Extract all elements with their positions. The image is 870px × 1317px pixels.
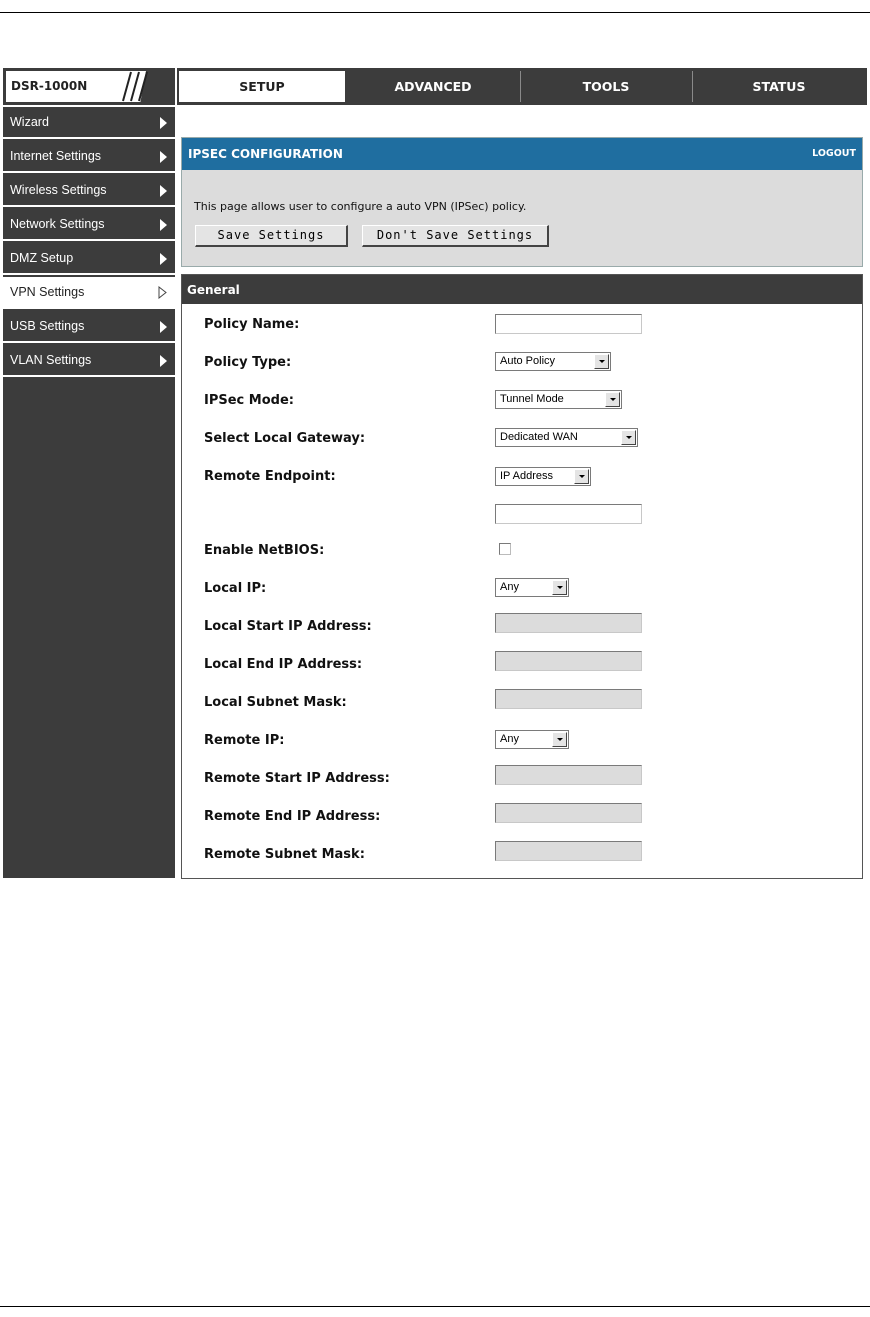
sidebar-item-label: Network Settings	[10, 217, 105, 231]
general-panel	[181, 274, 863, 879]
local-subnet-input[interactable]	[495, 689, 642, 709]
brand-box	[3, 68, 175, 105]
selected-value: Auto Policy	[500, 355, 556, 367]
remote-end-ip-label: Remote End IP Address:	[204, 809, 381, 824]
dont-save-settings-button[interactable]: Don't Save Settings	[362, 225, 549, 247]
sidebar-item-vpn-settings[interactable]	[3, 277, 175, 309]
save-settings-button[interactable]: Save Settings	[195, 225, 348, 247]
sidebar-item-label: VLAN Settings	[10, 353, 92, 367]
arrow-right-icon	[160, 185, 167, 197]
chevron-down-icon[interactable]	[552, 580, 567, 595]
selected-value: Tunnel Mode	[500, 393, 564, 405]
top-nav	[177, 68, 867, 105]
panel-title-bar	[182, 138, 862, 170]
sidebar-item-label: Wizard	[10, 115, 49, 129]
sidebar-item-wireless-settings[interactable]	[3, 175, 175, 207]
chevron-down-icon[interactable]	[594, 354, 609, 369]
local-start-ip-input[interactable]	[495, 613, 642, 633]
local-end-ip-input[interactable]	[495, 651, 642, 671]
remote-endpoint-type-select[interactable]	[495, 467, 591, 486]
local-end-ip-label: Local End IP Address:	[204, 657, 363, 672]
sidebar-item-label: Wireless Settings	[10, 183, 107, 197]
policy-type-label: Policy Type:	[204, 355, 292, 370]
local-gateway-select[interactable]	[495, 428, 638, 447]
sidebar-item-label: USB Settings	[10, 319, 85, 333]
enable-netbios-checkbox[interactable]	[499, 543, 511, 555]
tab-advanced[interactable]: ADVANCED	[348, 71, 518, 102]
local-ip-select[interactable]	[495, 578, 569, 597]
tab-status[interactable]: STATUS	[693, 71, 865, 102]
remote-endpoint-label: Remote Endpoint:	[204, 469, 336, 484]
sidebar-item-vlan-settings[interactable]	[3, 345, 175, 377]
arrow-right-icon	[160, 321, 167, 333]
arrow-right-icon	[160, 219, 167, 231]
sidebar-item-internet-settings[interactable]	[3, 141, 175, 173]
remote-subnet-input[interactable]	[495, 841, 642, 861]
tab-setup[interactable]: SETUP	[179, 71, 345, 102]
remote-subnet-label: Remote Subnet Mask:	[204, 847, 365, 862]
brand-slashes-icon	[115, 68, 155, 105]
tab-tools[interactable]: TOOLS	[521, 71, 691, 102]
sidebar	[3, 107, 175, 878]
enable-netbios-label: Enable NetBIOS:	[204, 543, 325, 558]
page-description: This page allows user to configure a auto VPN (IPSec) policy.	[194, 200, 527, 213]
sidebar-item-wizard[interactable]	[3, 107, 175, 139]
arrow-right-icon	[160, 151, 167, 163]
chevron-down-icon[interactable]	[621, 430, 636, 445]
page-top-rule	[0, 12, 870, 13]
remote-ip-select[interactable]	[495, 730, 569, 749]
model-name: DSR-1000N	[11, 79, 88, 93]
sidebar-item-usb-settings[interactable]	[3, 311, 175, 343]
page-bottom-rule	[0, 1306, 870, 1307]
local-subnet-label: Local Subnet Mask:	[204, 695, 347, 710]
policy-type-select[interactable]	[495, 352, 611, 371]
arrow-right-outline-icon	[158, 286, 167, 299]
chevron-down-icon[interactable]	[552, 732, 567, 747]
arrow-right-icon	[160, 117, 167, 129]
general-title-bar	[182, 275, 862, 304]
remote-start-ip-input[interactable]	[495, 765, 642, 785]
remote-start-ip-label: Remote Start IP Address:	[204, 771, 390, 786]
selected-value: IP Address	[500, 470, 553, 482]
local-start-ip-label: Local Start IP Address:	[204, 619, 372, 634]
arrow-right-icon	[160, 253, 167, 265]
selected-value: Any	[500, 581, 519, 593]
remote-endpoint-input[interactable]	[495, 504, 642, 524]
ipsec-config-panel	[181, 137, 863, 267]
sidebar-item-label: VPN Settings	[10, 285, 85, 299]
local-ip-label: Local IP:	[204, 581, 267, 596]
ipsec-mode-label: IPSec Mode:	[204, 393, 294, 408]
section-title: General	[187, 283, 240, 297]
sidebar-item-network-settings[interactable]	[3, 209, 175, 241]
chevron-down-icon[interactable]	[605, 392, 620, 407]
local-gateway-label: Select Local Gateway:	[204, 431, 366, 446]
logout-link[interactable]: LOGOUT	[812, 148, 856, 159]
remote-end-ip-input[interactable]	[495, 803, 642, 823]
sidebar-item-label: DMZ Setup	[10, 251, 74, 265]
policy-name-label: Policy Name:	[204, 317, 300, 332]
selected-value: Any	[500, 733, 519, 745]
ipsec-mode-select[interactable]	[495, 390, 622, 409]
sidebar-item-dmz-setup[interactable]	[3, 243, 175, 275]
sidebar-item-label: Internet Settings	[10, 149, 102, 163]
policy-name-input[interactable]	[495, 314, 642, 334]
chevron-down-icon[interactable]	[574, 469, 589, 484]
selected-value: Dedicated WAN	[500, 431, 578, 443]
remote-ip-label: Remote IP:	[204, 733, 285, 748]
page-title: IPSEC CONFIGURATION	[188, 147, 343, 161]
arrow-right-icon	[160, 355, 167, 367]
